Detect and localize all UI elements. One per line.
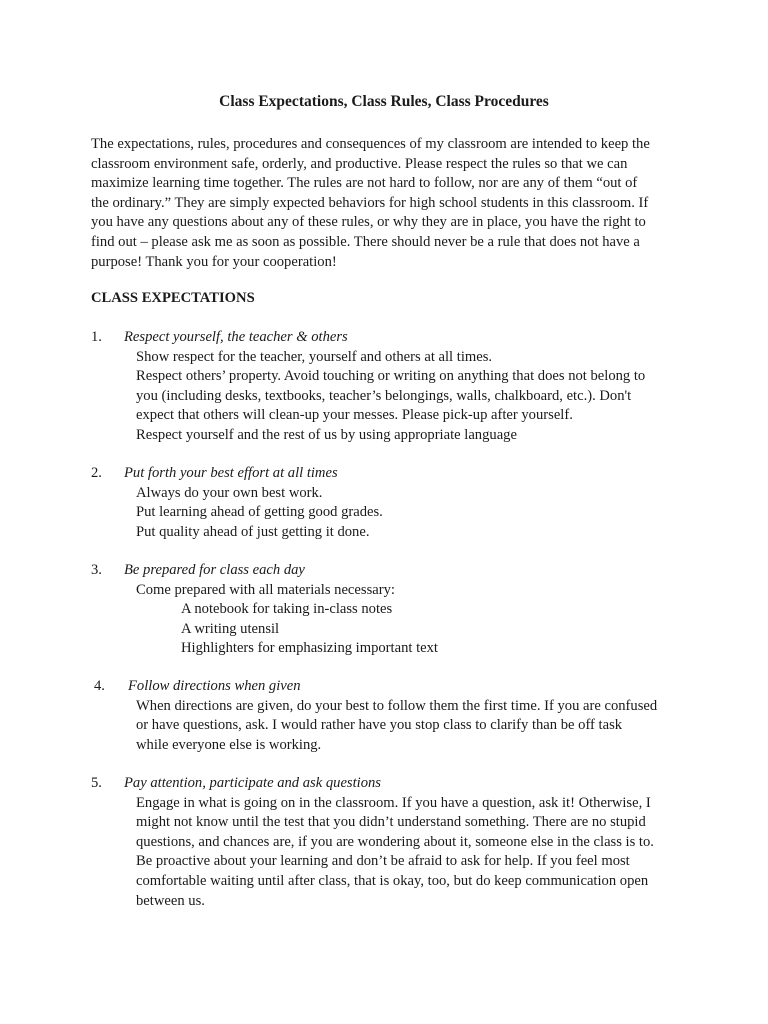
item-number: 4. xyxy=(94,678,105,694)
expectation-item-3 xyxy=(0,561,768,659)
item-body xyxy=(136,348,768,446)
item-body xyxy=(136,794,768,912)
expectation-item-4 xyxy=(0,677,768,755)
item-line: Put learning ahead of getting good grades. xyxy=(136,504,383,521)
item-number: 5. xyxy=(91,775,102,791)
item-sub-line: Highlighters for emphasizing important text xyxy=(181,640,438,657)
item-line: Respect yourself and the rest of us by using appropriate language xyxy=(136,426,517,443)
item-line: you (including desks, textbooks, teacher’s belongings, walls, chalkboard, etc.). Don't xyxy=(136,387,632,404)
item-title: Put forth your best effort at all times xyxy=(124,465,338,481)
item-line: Always do your own best work. xyxy=(136,484,323,501)
item-line: between us. xyxy=(136,892,205,909)
item-title: Be prepared for class each day xyxy=(124,562,305,578)
intro-line: purpose! Thank you for your cooperation! xyxy=(91,253,337,270)
section-heading: CLASS EXPECTATIONS xyxy=(91,290,255,306)
document-title: Class Expectations, Class Rules, Class Procedures xyxy=(219,93,549,110)
item-sub-line: A notebook for taking in-class notes xyxy=(181,601,393,618)
item-line: Engage in what is going on in the classroom. If you have a question, ask it! Otherwise, I xyxy=(136,794,651,811)
intro-line: you have any questions about any of these rules, or why they are in place, you have the right to xyxy=(91,214,646,231)
item-line: Show respect for the teacher, yourself and others at all times. xyxy=(136,348,493,365)
intro-paragraph xyxy=(91,135,691,272)
item-line: Put quality ahead of just getting it done. xyxy=(136,523,370,540)
item-title: Pay attention, participate and ask questions xyxy=(124,775,381,791)
item-sub-line: A writing utensil xyxy=(181,620,280,637)
item-title: Follow directions when given xyxy=(128,678,301,694)
intro-line: maximize learning time together. The rules are not hard to follow, nor are any of them “out of xyxy=(91,175,638,192)
item-body xyxy=(136,697,768,756)
item-line: Come prepared with all materials necessary: xyxy=(136,581,395,598)
item-line: Respect others’ property. Avoid touching or writing on anything that does not belong to xyxy=(136,368,646,385)
item-line: comfortable waiting until after class, that is okay, too, but do keep communication open xyxy=(136,872,649,889)
item-line: When directions are given, do your best to follow them the first time. If you are confused xyxy=(136,697,658,714)
item-body xyxy=(136,581,768,659)
item-number: 1. xyxy=(91,329,102,345)
intro-line: the ordinary.” They are simply expected behaviors for high school students in this classroom. If xyxy=(91,194,649,211)
intro-line: The expectations, rules, procedures and consequences of my classroom are intended to keep the xyxy=(91,136,650,152)
item-line: expect that others will clean-up your messes. Please pick-up after yourself. xyxy=(136,407,573,424)
item-line: questions, and chances are, if you are wondering about it, someone else in the class is to. xyxy=(136,833,654,850)
item-line: while everyone else is working. xyxy=(136,736,322,753)
expectation-item-1 xyxy=(0,328,768,446)
intro-line: find out – please ask me as soon as possible. There should never be a rule that does not have a xyxy=(91,233,640,250)
expectation-item-5 xyxy=(0,774,768,911)
item-header xyxy=(0,464,768,484)
item-line: might not know until the test that you didn’t understand something. There are no stupid xyxy=(136,814,646,831)
item-line: or have questions, ask. I would rather have you stop class to clarify than be off task xyxy=(136,717,623,734)
item-line: Be proactive about your learning and don’t be afraid to ask for help. If you feel most xyxy=(136,853,630,870)
intro-line: classroom environment safe, orderly, and productive. Please respect the rules so that we can xyxy=(91,155,628,172)
item-header xyxy=(0,561,768,581)
item-title: Respect yourself, the teacher & others xyxy=(124,329,348,345)
item-header xyxy=(0,677,768,697)
item-body xyxy=(136,484,768,543)
expectation-item-2 xyxy=(0,464,768,542)
item-number: 2. xyxy=(91,465,102,481)
item-header xyxy=(0,774,768,794)
item-header xyxy=(0,328,768,348)
item-number: 3. xyxy=(91,562,102,578)
